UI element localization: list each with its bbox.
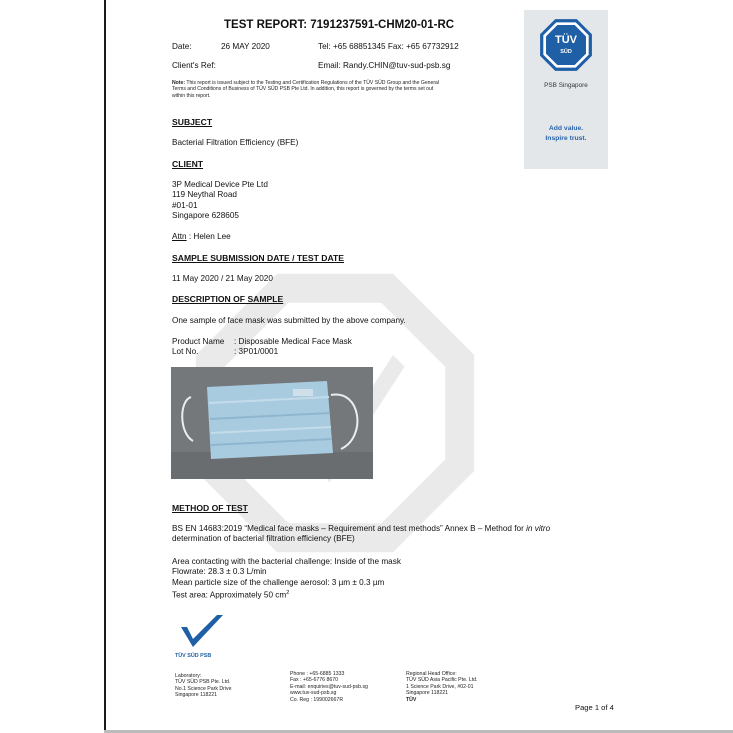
face-mask-photo-image [171, 367, 373, 479]
face-mask-photo [171, 367, 373, 479]
logo-tagline-1: Add value. [548, 125, 584, 132]
product-name-label: Product Name [172, 337, 225, 346]
sample-heading: DESCRIPTION OF SAMPLE [172, 294, 284, 304]
page-number: Page 1 of 4 [575, 703, 614, 712]
logo-brand-bottom: SÜD [560, 49, 572, 55]
footer-line: Phone : +65-6885 1333 [290, 671, 345, 677]
footer-logo-text: TÜV SÜD PSB [175, 653, 212, 659]
footer-line: Singapore 118221 [175, 692, 218, 699]
client-address [172, 180, 268, 221]
method-standard [172, 524, 550, 545]
tuv-checkmark-logo-icon [175, 613, 231, 651]
attn-label: Attn [172, 232, 187, 241]
product-name-value: : Disposable Medical Face Mask [234, 337, 352, 346]
client-heading: CLIENT [172, 159, 204, 169]
method-in-vitro: in vitro [526, 524, 551, 533]
footer-line: TÜV SÜD Asia Pacific Pte. Ltd. [406, 677, 478, 684]
note [172, 80, 439, 99]
footer-line: Laboratory: [175, 673, 202, 679]
method-heading: METHOD OF TEST [172, 503, 248, 513]
footer-laboratory [175, 673, 232, 699]
footer-regional [406, 671, 478, 703]
footer-line[interactable]: www.tuv-sud-psb.sg [290, 690, 337, 697]
footer-line: Co. Reg : 199002667R [290, 696, 344, 703]
logo-brand-top: TÜV [555, 34, 577, 46]
dates-text: 11 May 2020 / 21 May 2020 [172, 274, 273, 283]
date-label: Date: [172, 42, 192, 51]
tuv-logo-panel [524, 10, 608, 169]
client-line: 119 Neythal Road [172, 190, 237, 200]
tel-fax: Tel: +65 68851345 Fax: +65 67732912 [318, 42, 459, 51]
method-line: BS EN 14683:2019 “Medical face masks – Requirement and test methods” Annex B – Method for [172, 524, 527, 533]
method-detail-line: Flowrate: 28.3 ± 0.3 L/min [172, 567, 267, 577]
note-line: within this report. [172, 92, 211, 99]
page-left-edge [104, 0, 106, 733]
method-line: determination of bacterial filtration efficiency (BFE) [172, 534, 355, 544]
note-label: Note: [172, 80, 186, 86]
footer-line: Regional Head Office: [406, 671, 457, 677]
footer-line: TÜV SÜD PSB Pte. Ltd. [175, 679, 231, 686]
superscript: 2 [286, 589, 290, 596]
footer-line: 1 Science Park Drive, #02-01 [406, 683, 474, 690]
method-detail-line: Test area: Approximately 50 cm [172, 590, 287, 600]
client-line: 3P Medical Device Pte Ltd [172, 180, 268, 189]
footer-line[interactable]: E-mail: enquiries@tuv-sud-psb.sg [290, 683, 368, 690]
subject-text: Bacterial Filtration Efficiency (BFE) [172, 138, 299, 147]
logo-tagline-2: Inspire trust. [545, 135, 587, 142]
method-detail-line: Mean particle size of the challenge aerosol: 3 µm ± 0.3 µm [172, 577, 385, 587]
method-details [172, 557, 401, 601]
client-line: Singapore 628605 [172, 210, 239, 220]
logo-company: PSB Singapore [544, 82, 588, 89]
clients-ref-label: Client's Ref: [172, 61, 216, 70]
attention [172, 232, 231, 241]
footer-line: No.1 Science Park Drive [175, 685, 232, 692]
attn-value: : Helen Lee [186, 232, 231, 241]
email[interactable]: Email: Randy.CHIN@tuv-sud-psb.sg [318, 61, 451, 70]
note-line: This report is issued subject to the Testing and Certification Regulations of the TÜV SÜD Group and the General [185, 80, 439, 86]
footer-line: Singapore 118221 [406, 690, 449, 697]
dates-heading: SAMPLE SUBMISSION DATE / TEST DATE [172, 253, 345, 263]
note-line: Terms and Conditions of Business of TÜV SÜD PSB Pte Ltd. In addition, this report is governed by the terms set out [172, 86, 434, 93]
footer-line: Fax : +65-6776 8670 [290, 677, 339, 684]
method-detail-line: Area contacting with the bacterial challenge: Inside of the mask [172, 557, 401, 566]
footer-tuv-mark: TÜV [406, 696, 417, 703]
lot-label: Lot No. [172, 347, 199, 356]
date-value: 26 MAY 2020 [221, 42, 270, 51]
report-title: TEST REPORT: 7191237591-CHM20-01-RC [224, 19, 455, 31]
sample-text: One sample of face mask was submitted by the above company. [172, 316, 406, 325]
subject-heading: SUBJECT [172, 117, 213, 127]
client-line: #01-01 [172, 200, 198, 210]
lot-value: : 3P01/0001 [234, 347, 279, 356]
footer-contact [290, 671, 368, 703]
